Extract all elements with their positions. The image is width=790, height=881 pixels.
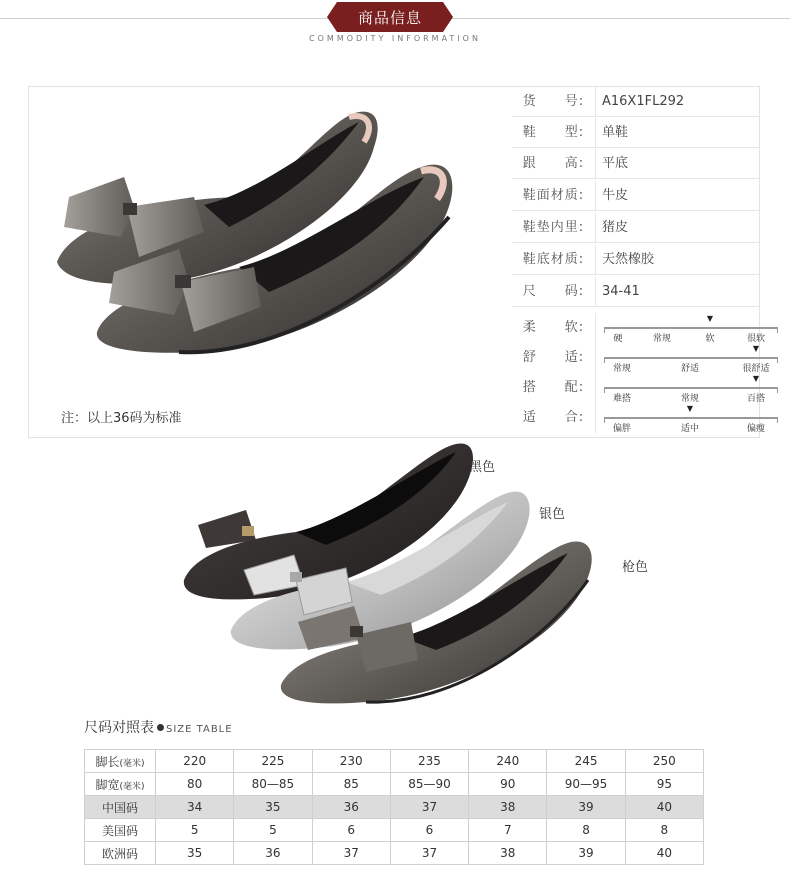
rating-label: 搭 配: [512, 373, 596, 403]
color-label-silver: 银色 [539, 507, 566, 522]
product-info-panel [28, 86, 770, 438]
spec-label: 鞋底材质: [512, 245, 596, 275]
spec-value: 单鞋 [602, 125, 629, 140]
rating-option: 百搭 [746, 394, 766, 404]
spec-label: 鞋面材质: [512, 181, 596, 211]
table-cell: 7 [469, 819, 547, 842]
size-standard-note: 注：以上36码为标准 [61, 411, 182, 426]
table-row [85, 750, 704, 773]
table-cell: 95 [625, 773, 703, 796]
spec-value: 牛皮 [602, 188, 629, 203]
table-cell: 230 [312, 750, 390, 773]
rating-scale [604, 344, 778, 374]
spec-row-lining [512, 213, 760, 243]
spec-row-item-number [512, 87, 760, 117]
table-cell: 36 [312, 796, 390, 819]
spec-label: 鞋 型: [512, 118, 596, 148]
selected-marker-icon: ▼ [686, 404, 694, 413]
row-header [85, 819, 156, 842]
selected-marker-icon: ▼ [752, 344, 760, 353]
rating-softness [512, 313, 766, 344]
color-options-photo [176, 440, 636, 720]
spec-row-size [512, 277, 760, 307]
size-table-title-en: SIZE TABLE [166, 724, 233, 735]
table-cell: 245 [547, 750, 625, 773]
table-cell: 240 [469, 750, 547, 773]
rating-option: 很舒适 [742, 364, 770, 374]
table-row [85, 842, 704, 865]
bullet-icon [157, 724, 164, 731]
rating-option: 偏胖 [612, 424, 632, 434]
selected-marker-icon: ▼ [752, 374, 760, 383]
table-cell: 6 [390, 819, 468, 842]
spec-label: 货 号: [512, 87, 596, 117]
rating-matching [512, 373, 766, 404]
table-cell: 90—95 [547, 773, 625, 796]
row-header [85, 773, 156, 796]
spec-row-upper-material [512, 181, 760, 211]
color-label-gun: 枪色 [622, 560, 649, 575]
color-label-black: 黑色 [469, 460, 496, 475]
header-banner [337, 2, 443, 32]
table-row [85, 796, 704, 819]
spec-row-shoe-type [512, 118, 760, 148]
row-header-label: 脚长 [95, 754, 120, 769]
row-header [85, 842, 156, 865]
table-cell: 38 [469, 796, 547, 819]
table-cell: 40 [625, 796, 703, 819]
table-cell: 40 [625, 842, 703, 865]
spec-value: 天然橡胶 [602, 252, 655, 267]
table-cell: 5 [234, 819, 312, 842]
row-header-unit: (毫米) [119, 781, 145, 792]
row-header-label: 美国码 [101, 823, 138, 838]
table-cell: 235 [390, 750, 468, 773]
size-table-title-text: 尺码对照表 [84, 720, 154, 736]
rating-option: 很软 [746, 334, 766, 344]
table-cell: 85 [312, 773, 390, 796]
rating-label: 舒 适: [512, 343, 596, 373]
rating-option: 难搭 [612, 394, 632, 404]
spec-label: 尺 码: [512, 277, 596, 307]
rating-option: 常规 [652, 334, 672, 344]
row-header [85, 750, 156, 773]
table-cell: 37 [390, 796, 468, 819]
rating-scale [604, 374, 778, 404]
table-cell: 8 [547, 819, 625, 842]
header-title: 商品信息 [357, 9, 422, 27]
selected-marker-icon: ▼ [706, 314, 714, 323]
table-cell: 250 [625, 750, 703, 773]
table-cell: 37 [390, 842, 468, 865]
spec-value: A16X1FL292 [602, 94, 685, 109]
product-photo [29, 87, 481, 437]
rating-comfort [512, 343, 770, 374]
table-cell: 37 [312, 842, 390, 865]
spec-row-heel-height [512, 149, 760, 179]
table-cell: 225 [234, 750, 312, 773]
table-cell: 80—85 [234, 773, 312, 796]
spec-value: 34-41 [602, 284, 640, 299]
rating-option: 软 [705, 334, 715, 344]
table-cell: 39 [547, 796, 625, 819]
row-header-unit: (毫米) [119, 758, 145, 769]
rating-scale [604, 314, 778, 344]
table-cell: 90 [469, 773, 547, 796]
table-cell: 39 [547, 842, 625, 865]
spec-label: 鞋垫内里: [512, 213, 596, 243]
rating-label: 适 合: [512, 403, 596, 433]
table-cell: 36 [234, 842, 312, 865]
table-cell: 6 [312, 819, 390, 842]
table-cell: 34 [156, 796, 234, 819]
spec-label: 跟 高: [512, 149, 596, 179]
rating-option: 舒适 [680, 364, 700, 374]
table-row [85, 819, 704, 842]
table-cell: 8 [625, 819, 703, 842]
rating-option: 常规 [612, 364, 632, 374]
table-cell: 38 [469, 842, 547, 865]
row-header [85, 796, 156, 819]
table-cell: 5 [156, 819, 234, 842]
size-table-title [84, 717, 233, 737]
table-row [85, 773, 704, 796]
row-header-label: 脚宽 [95, 777, 120, 792]
rating-scale [604, 404, 778, 434]
rating-option: 适中 [680, 424, 700, 434]
rating-option: 硬 [613, 334, 623, 344]
spec-value: 猪皮 [602, 220, 629, 235]
row-header-label: 欧洲码 [101, 846, 138, 861]
size-table [84, 749, 704, 865]
rating-option: 偏瘦 [746, 424, 766, 434]
spec-value: 平底 [602, 156, 629, 171]
table-cell: 35 [234, 796, 312, 819]
rating-fit [512, 403, 766, 434]
header-subtitle: COMMODITY INFORMATION [309, 34, 481, 43]
table-cell: 35 [156, 842, 234, 865]
row-header-label: 中国码 [101, 800, 138, 815]
rating-label: 柔 软: [512, 313, 596, 343]
table-cell: 220 [156, 750, 234, 773]
rating-option: 常规 [680, 394, 700, 404]
table-cell: 80 [156, 773, 234, 796]
table-cell: 85—90 [390, 773, 468, 796]
spec-row-sole-material [512, 245, 760, 275]
